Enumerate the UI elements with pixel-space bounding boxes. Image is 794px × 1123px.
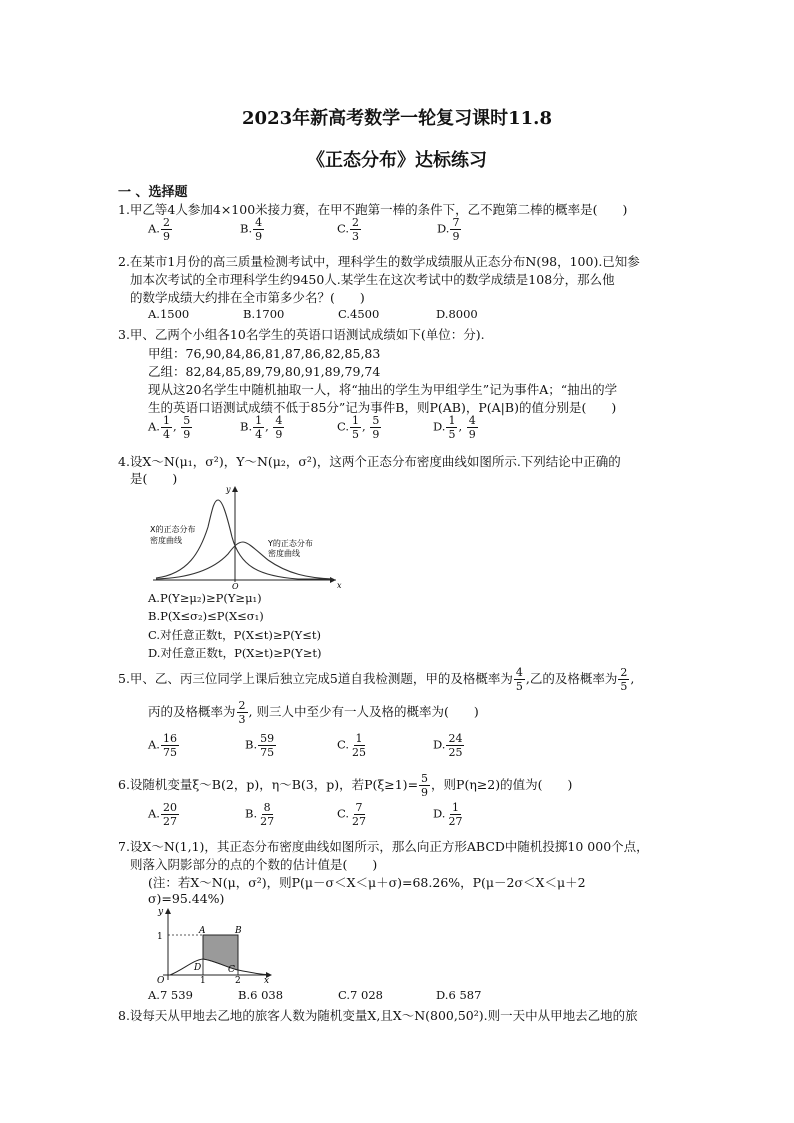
q5-option-d: D. $\frac{24}{25}$ — [433, 732, 463, 759]
q7-point-a: A — [199, 926, 206, 936]
q1-option-b: B. $\frac{4}{9}$ — [240, 216, 263, 243]
q3-option-d: D. $\frac{1}{5}$ , $\frac{4}{9}$ — [433, 414, 476, 441]
q3-option-b: B. $\frac{1}{4}$ , $\frac{4}{9}$ — [240, 414, 283, 441]
q2-option-d: D.8000 — [436, 307, 478, 321]
q5-option-a: A. $\frac{16}{75}$ — [148, 732, 177, 759]
q4-y-curve-label: Y的正态分布 — [268, 539, 313, 548]
q6-option-b: B. $\frac{8}{27}$ — [245, 801, 275, 828]
q4-density-figure — [148, 482, 344, 590]
q6-option-a: A. $\frac{20}{27}$ — [148, 801, 177, 828]
q3-line-3: 乙组：82,84,85,89,79,80,91,89,79,74 — [148, 364, 381, 379]
q3-line-5: 生的英语口语测试成绩不低于85分”记为事件B，则P(AB)，P(A|B)的值分别是( ) — [148, 400, 617, 415]
title-line-1: 2023年新高考数学一轮复习课时11.8 — [242, 108, 552, 129]
q7-line-4: σ)=95.44%) — [148, 891, 225, 906]
q7-line-1: 7.设X～N(1,1)，其正态分布密度曲线如图所示，那么向正方形ABCD中随机投掷10 000个点， — [118, 839, 649, 854]
q7-origin: O — [157, 976, 165, 984]
q1-option-d: D. $\frac{7}{9}$ — [437, 216, 460, 243]
q2-line-3: 的数学成绩大约排在全市第多少名？( ) — [130, 290, 365, 305]
q4-line-2: 是( ) — [130, 471, 178, 486]
q7-x-tick-2: 2 — [235, 976, 241, 984]
q3-line-2: 甲组：76,90,84,86,81,87,86,82,85,83 — [148, 346, 381, 361]
title-line-2: 《正态分布》达标练习 — [307, 150, 487, 171]
q4-option-a: A.P(Y≥μ₂)≥P(Y≥μ₁) — [148, 591, 262, 605]
q8-line-1: 8.设每天从甲地去乙地的旅客人数为随机变量X,且X～N(800,50²).则一天中从甲地去乙地的旅 — [118, 1008, 638, 1023]
q7-line-2: 则落入阴影部分的点的个数的估计值是( ) — [130, 857, 378, 872]
q2-line-2: 加本次考试的全市理科学生约9450人.某学生在这次考试中的数学成绩是108分，那么他 — [130, 272, 615, 287]
q7-option-d: D.6 587 — [436, 988, 482, 1002]
q2-option-b: B.1700 — [243, 307, 285, 321]
q4-option-d: D.对任意正数t，P(X≥t)≥P(Y≥t) — [148, 646, 322, 660]
q5-option-c: C. $\frac{1}{25}$ — [337, 732, 367, 759]
q4-y-curve-label-2: 密度曲线 — [268, 549, 300, 558]
q2-line-1: 2.在某市1月份的高三质量检测考试中，理科学生的数学成绩服从正态分布N(98，100).已知参 — [118, 254, 640, 269]
q7-option-a: A.7 539 — [148, 988, 193, 1002]
q7-line-3: (注：若X～N(μ，σ²)，则P(μ－σ＜X＜μ＋σ)=68.26%，P(μ－2σ＜X＜μ＋2 — [148, 875, 586, 890]
q1-stem: 1.甲乙等4人参加4×100米接力赛，在甲不跑第一棒的条件下，乙不跑第二棒的概率是( ) — [118, 202, 628, 217]
q3-line-4: 现从这20名学生中随机抽取一人，将“抽出的学生为甲组学生”记为事件A；“抽出的学 — [148, 382, 618, 397]
q7-y-tick-1: 1 — [157, 932, 163, 942]
q4-y-label: y — [226, 485, 231, 494]
q6-option-c: C. $\frac{7}{27}$ — [337, 801, 367, 828]
q3-option-c: C. $\frac{1}{5}$ , $\frac{5}{9}$ — [337, 414, 380, 441]
q3-option-a: A. $\frac{1}{4}$ , $\frac{5}{9}$ — [148, 414, 191, 441]
q7-y-arrow — [165, 908, 171, 914]
q2-option-a: A.1500 — [148, 307, 190, 321]
q7-point-c: C — [228, 965, 235, 975]
q4-line-1: 4.设X～N(μ₁，σ²)，Y～N(μ₂，σ²)，这两个正态分布密度曲线如图所示.下列结论中正确的 — [118, 454, 621, 469]
section-heading: 一 、选择题 — [118, 185, 188, 200]
q6-option-d: D. $\frac{1}{27}$ — [433, 801, 463, 828]
q7-option-b: B.6 038 — [238, 988, 284, 1002]
q5-line-2: 丙的及格概率为 $\frac{2}{3}$ , 则三人中至少有一人及格的概率为( ) — [148, 699, 479, 726]
q4-x-curve-label: X的正态分布 — [150, 525, 196, 534]
q5-line-1: 5.甲、乙、丙三位同学上课后独立完成5道自我检测题，甲的及格概率为 $\frac{4}{5}$ ,乙的及格概率为 $\frac{2}{5}$ , — [118, 666, 635, 693]
q7-point-d: D — [194, 963, 202, 973]
q4-y-arrow — [232, 486, 238, 492]
q4-origin-label: O — [232, 582, 239, 590]
q7-x-tick-1: 1 — [200, 976, 206, 984]
q7-point-b: B — [235, 926, 242, 936]
q1-option-c: C. $\frac{2}{3}$ — [337, 216, 360, 243]
q4-option-c: C.对任意正数t，P(X≤t)≥P(Y≤t) — [148, 628, 322, 642]
q7-option-c: C.7 028 — [338, 988, 383, 1002]
q4-x-label: x — [337, 581, 342, 590]
q5-option-b: B. $\frac{59}{75}$ — [245, 732, 275, 759]
q2-option-c: C.4500 — [338, 307, 380, 321]
q4-x-arrow — [330, 577, 336, 583]
q7-y-label: y — [158, 907, 164, 917]
q4-x-curve-label-2: 密度曲线 — [150, 536, 182, 545]
q6-stem: 6.设随机变量ξ～B(2，p)，η～B(3，p)，若P(ξ≥1)= $\frac{5}{9}$ ，则P(η≥2)的值为( ) — [118, 772, 573, 799]
q3-line-1: 3.甲、乙两个小组各10名学生的英语口语测试成绩如下(单位：分). — [118, 327, 485, 342]
q4-option-b: B.P(X≤σ₂)≤P(X≤σ₁) — [148, 609, 264, 623]
q7-x-label: x — [264, 976, 270, 984]
q1-option-a: A. $\frac{2}{9}$ — [148, 216, 170, 243]
q7-square-figure — [148, 904, 276, 984]
